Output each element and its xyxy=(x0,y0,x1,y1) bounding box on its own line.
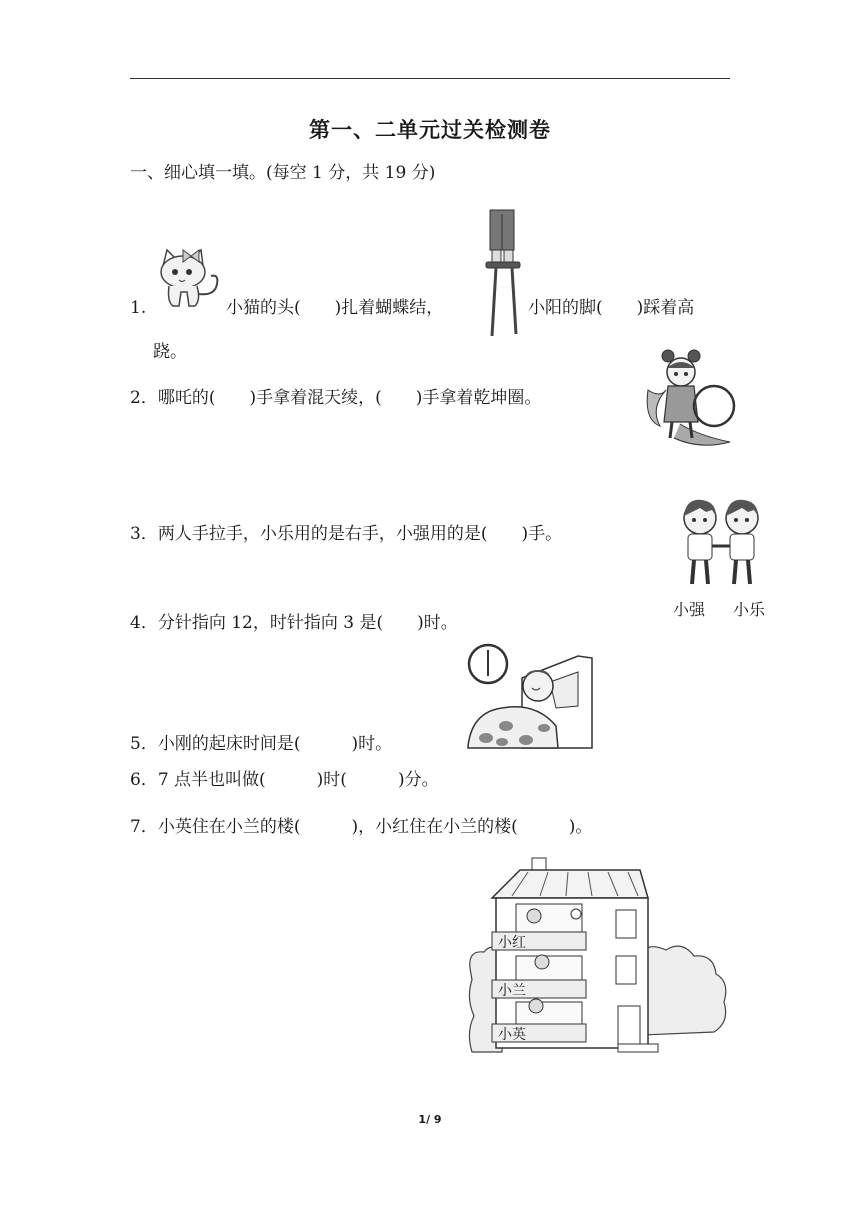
question-6 xyxy=(130,769,439,791)
building-label-top: 小红 xyxy=(498,935,526,951)
question-6-text: 7 点半也叫做( )时( )分。 xyxy=(157,770,439,790)
nezha-illustration xyxy=(640,346,740,456)
question-4-number: 4． xyxy=(130,613,158,633)
question-7-text: 小英住在小兰的楼( )，小红住在小兰的楼( )。 xyxy=(157,817,593,837)
building-label-middle: 小兰 xyxy=(498,983,526,999)
stilts-illustration xyxy=(482,208,524,338)
question-4-text: 分针指向 12，时针指向 3 是( )时。 xyxy=(157,613,458,633)
question-2-text: 哪吒的( )手拿着混天绫，( )手拿着乾坤圈。 xyxy=(157,388,542,408)
question-1-continuation: 跷。 xyxy=(153,342,187,362)
question-1-part-a: 小猫的头( )扎着蝴蝶结， xyxy=(226,298,444,318)
page-number: 1/ 9 xyxy=(418,1113,442,1126)
header-rule xyxy=(130,78,730,79)
page-title: 第一、二单元过关检测卷 xyxy=(309,118,551,142)
children-holding-hands-illustration xyxy=(672,496,772,592)
question-5-number: 5． xyxy=(130,734,158,754)
question-7 xyxy=(130,816,592,838)
question-7-number: 7． xyxy=(130,817,158,837)
wake-up-illustration xyxy=(466,642,598,750)
question-1-number: 1. xyxy=(130,298,147,318)
building-label-bottom: 小英 xyxy=(498,1027,526,1043)
question-4 xyxy=(130,612,458,634)
kid-label-right: 小乐 xyxy=(733,600,766,619)
kid-label-left: 小强 xyxy=(673,600,706,619)
question-5-text: 小刚的起床时间是( )时。 xyxy=(157,734,393,754)
question-1-part-b: 小阳的脚( )踩着高 xyxy=(528,298,695,318)
question-3-number: 3． xyxy=(130,524,158,544)
question-3 xyxy=(130,523,562,545)
cat-illustration xyxy=(155,244,227,310)
question-6-number: 6． xyxy=(130,770,158,790)
question-3-text: 两人手拉手，小乐用的是右手，小强用的是( )手。 xyxy=(157,524,563,544)
question-2-number: 2． xyxy=(130,388,158,408)
question-5 xyxy=(130,733,392,755)
section-heading: 一、细心填一填。(每空 1 分，共 19 分) xyxy=(130,163,436,183)
question-2 xyxy=(130,387,541,409)
